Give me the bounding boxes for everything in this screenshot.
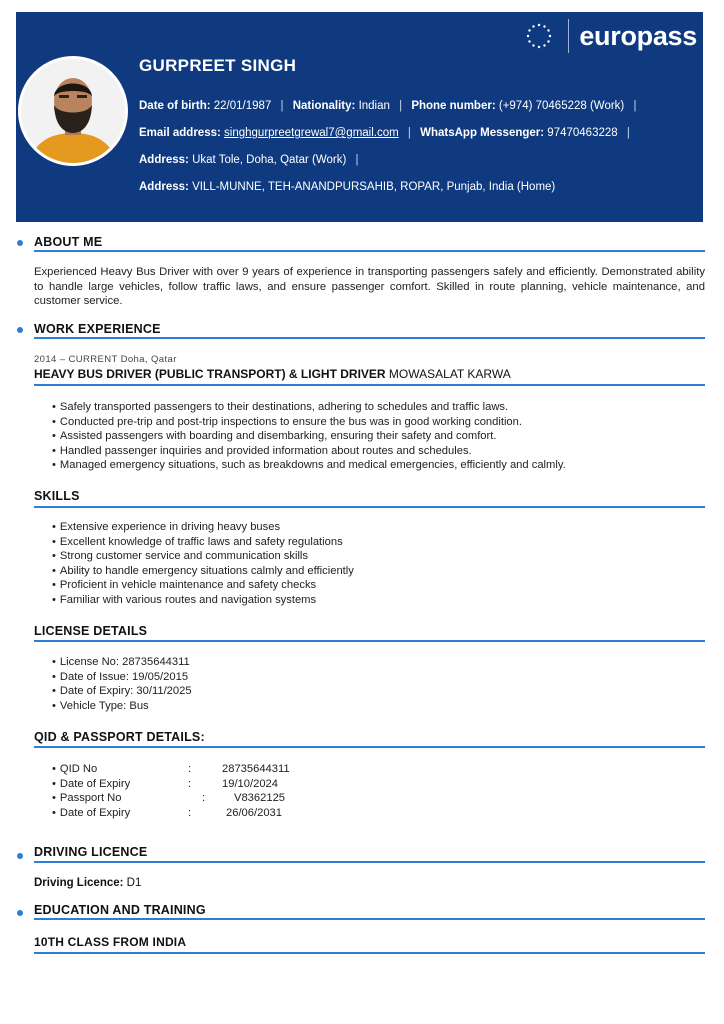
driving-section-title: DRIVING LICENCE [34,845,148,859]
personal-info-line-1 [139,100,642,112]
address-home-value: VILL-MUNNE, TEH-ANANDPURSAHIB, ROPAR, Punjab, India (Home) [192,181,556,193]
whatsapp-label: WhatsApp Messenger: [420,127,545,139]
europass-logo [524,18,697,54]
driving-licence-line [34,877,141,889]
passport-key: • Passport No [52,792,121,804]
passport-expiry-key: • Date of Expiry [52,807,130,819]
address-work-line [139,154,365,166]
qid-details-table [52,762,290,820]
qid-expiry-value: 19/10/2024 [222,777,278,790]
passport-expiry-value: 26/06/2031 [226,806,282,819]
table-row [52,806,282,821]
driving-licence-label: Driving Licence: [34,877,124,889]
list-item: • Date of Expiry: 30/11/2025 [52,684,192,699]
nationality-label: Nationality: [292,100,356,112]
separator: | [633,100,637,112]
about-text: Experienced Heavy Bus Driver with over 9 years of experience in transporting passengers safely and efficiently. Demonstrated ability to handle large vehicles, follow traffic laws, and ensure passenger comfort. Skilled in route planning, vehicle maintenance, and customer service. [34,266,705,307]
list-item: • Familiar with various routes and navigation systems [52,593,354,608]
list-item: • Extensive experience in driving heavy buses [52,520,354,535]
dob-label: Date of birth: [139,100,211,112]
section-divider [34,250,705,252]
work-section-title: WORK EXPERIENCE [34,322,161,336]
list-item: • Ability to handle emergency situations calmly and efficiently [52,564,354,579]
education-item: 10TH CLASS FROM INDIA [34,935,187,949]
section-divider [34,746,705,748]
skills-section-title: SKILLS [34,489,80,503]
qid-section-title: QID & PASSPORT DETAILS: [34,730,205,744]
section-divider [34,506,705,508]
section-bullet-dot [17,240,23,246]
list-item: • Conducted pre-trip and post-trip inspections to ensure the bus was in good working condition. [52,415,566,430]
employer-name: MOWASALAT KARWA [388,367,511,381]
section-divider [34,337,705,339]
separator: | [399,100,403,112]
list-item: • Vehicle Type: Bus [52,699,192,714]
work-bullet-list [52,400,566,473]
skills-bullet-list [52,520,354,608]
driving-licence-value: D1 [126,877,142,889]
list-item: • License No: 28735644311 [52,655,192,670]
colon: : [188,777,192,790]
nationality-value: Indian [358,100,390,112]
table-row [52,777,278,792]
separator: | [280,100,284,112]
qid-key: • QID No [52,763,97,775]
section-divider [34,640,705,642]
list-item: • Excellent knowledge of traffic laws and safety regulations [52,535,354,550]
phone-label: Phone number: [411,100,496,112]
address-work-value: Ukat Tole, Doha, Qatar (Work) [192,154,347,166]
europass-wordmark: europass [579,20,697,51]
work-date-location: 2014 – CURRENT Doha, Qatar [34,354,177,365]
address-label: Address: [139,154,189,166]
separator: | [407,127,411,139]
license-section-title: LICENSE DETAILS [34,624,148,638]
profile-photo [18,56,128,166]
section-divider [34,384,705,386]
email-label: Email address: [139,127,221,139]
section-divider [34,918,705,920]
job-heading [34,367,511,381]
colon: : [202,792,206,805]
passport-value: V8362125 [234,792,286,805]
about-section-title: ABOUT ME [34,235,103,249]
phone-value: (+974) 70465228 (Work) [498,100,625,112]
job-title: HEAVY BUS DRIVER (PUBLIC TRANSPORT) & LIGHT DRIVER [34,367,386,381]
list-item: • Date of Issue: 19/05/2015 [52,670,192,685]
section-bullet-dot [17,327,23,333]
separator: | [355,154,359,166]
qid-expiry-key: • Date of Expiry [52,778,130,790]
table-row [52,762,290,777]
table-row [52,791,286,806]
section-bullet-dot [17,910,23,916]
candidate-name: GURPREET SINGH [139,56,297,75]
header-banner [16,12,703,222]
colon: : [188,806,192,819]
list-item: • Assisted passengers with boarding and disembarking, ensuring their safety and comfort. [52,429,566,444]
education-section-title: EDUCATION AND TRAINING [34,903,206,917]
address-label: Address: [139,181,189,193]
list-item: • Handled passenger inquiries and provided information about routes and schedules. [52,444,566,459]
separator: | [626,127,630,139]
list-item: • Managed emergency situations, such as breakdowns and medical emergencies, efficiently and calmly. [52,458,566,473]
email-link[interactable]: singhgurpreetgrewal7@gmail.com [224,127,399,139]
qid-value: 28735644311 [222,763,290,775]
eu-stars-icon [524,19,569,53]
whatsapp-value: 97470463228 [547,127,618,139]
list-item: • Strong customer service and communication skills [52,549,354,564]
section-divider [34,952,705,954]
section-divider [34,861,705,863]
license-bullet-list [52,655,192,713]
list-item: • Proficient in vehicle maintenance and safety checks [52,578,354,593]
address-home-line [139,181,555,193]
section-bullet-dot [17,853,23,859]
personal-info-line-2 [139,127,636,139]
list-item: • Safely transported passengers to their destinations, adhering to schedules and traffic laws. [52,400,566,415]
dob-value: 22/01/1987 [213,100,272,112]
colon: : [188,763,192,775]
